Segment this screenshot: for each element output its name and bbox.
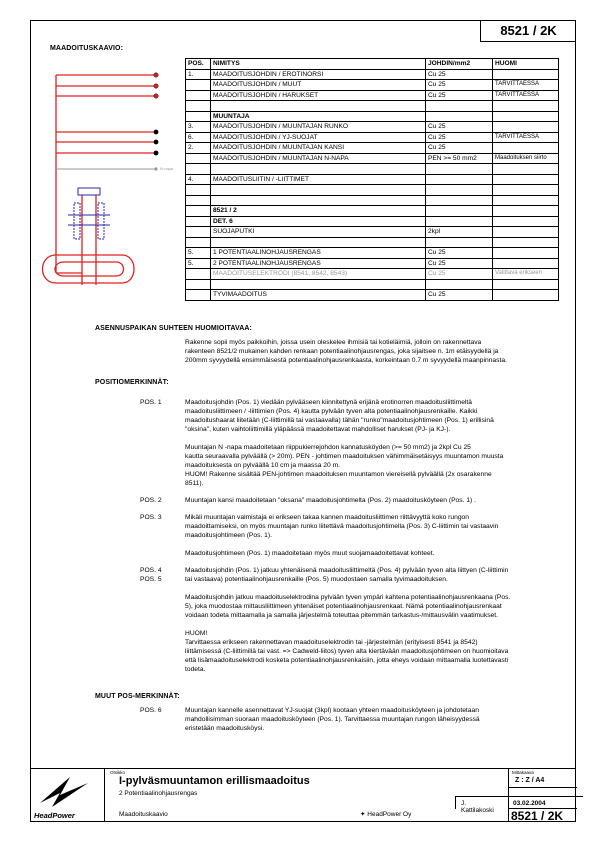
text-line: voidaan todeta mittaamalla ja samalla järjestelmä toteuttaa pitemmän tarkastus-/mittausvälin vaatimukset. (185, 612, 498, 619)
table-cell-name: 2 POTENTIAALINOHJAUSRENGAS (211, 258, 426, 269)
text-line: Rakenne sopii myös paikkoihin, joissa usein oleskelee ihmisiä tai kotieläimiä, jolloin on rakennettava (185, 339, 482, 346)
text-line: rakenteen 8521/2 mukainen kahden renkaan potentiaalinohjausrengas, joka sijaitsee n. 1m etäisyydellä ja (185, 348, 499, 355)
position-block (140, 496, 570, 505)
text-line: että lisämaadoituselektrodi kosketa potentiaalinohjausrenkaisiin, jotta eheys voidaan mittaamalla luotettavasti (185, 657, 509, 664)
table-cell-pos (186, 90, 211, 101)
table-row (186, 258, 559, 269)
drawing-subtitle: 2 Potentiaalinohjausrengas (119, 790, 198, 797)
table-cell-note: TARVITTAESSA (493, 80, 559, 91)
table-row (186, 153, 559, 164)
table-cell-name: MAADOITUSJOHDIN / EROTINORSI (211, 69, 426, 80)
scale-label: Mittakaava (512, 770, 534, 775)
table-cell-wire (426, 206, 493, 217)
table-cell-pos: 5. (186, 248, 211, 259)
table-cell-note: Maadoituksen siirto (493, 153, 559, 164)
installation-text (185, 338, 570, 365)
text-line: maadoitusjohtimeen (Pos. 1). (185, 532, 272, 539)
table-cell-pos: 4. (186, 174, 211, 185)
col-pos: POS. (186, 59, 211, 70)
position-label: POS. 5 (140, 576, 162, 583)
table-cell-name (211, 195, 426, 206)
document-number-bottom: 8521 / 2K (511, 809, 564, 823)
title-cell (105, 769, 494, 822)
table-cell-pos (186, 153, 211, 164)
position-label: POS. 3 (140, 514, 162, 521)
section-heading-other: MUUT POS-MERKINNÄT: (95, 693, 180, 700)
position-block (140, 706, 570, 733)
table-cell-pos (186, 80, 211, 91)
text-line: Muuntajan N -napa maadoitetaan riippukierrejohdon kannatusköyden (>= 50 mm2) ja 2kpl Cu 25 (185, 444, 471, 451)
table-row (186, 143, 559, 154)
table-cell-name (211, 101, 426, 112)
table-cell-pos (186, 279, 211, 290)
table-cell-pos (186, 164, 211, 175)
table-cell-name: MAADOITUSJOHDIN / MUUNTAJAN RUNKO (211, 122, 426, 133)
table-cell-name: DET. 6 (211, 216, 426, 227)
table-cell-wire (426, 195, 493, 206)
drawing-title: I-pylväsmuuntamon erillismaadoitus (119, 775, 310, 787)
table-row (186, 90, 559, 101)
text-line: Maadoitusjohdin jatkuu maadoituselektrodina pylvään tyven ympäri kahtena potentiaalinohjausrenkaana (Pos. (185, 594, 511, 601)
table-cell-name (211, 185, 426, 196)
table-cell-pos (186, 237, 211, 248)
table-cell-note: Valittava erikseen (493, 269, 559, 280)
table-row (186, 174, 559, 185)
table-cell-wire: Cu 25 (426, 69, 493, 80)
table-cell-note (493, 248, 559, 259)
table-cell-wire: Cu 25 (426, 269, 493, 280)
table-cell-pos (186, 269, 211, 280)
table-cell-note (493, 111, 559, 122)
text-line (185, 434, 570, 443)
table-row (186, 227, 559, 238)
text-line: eristetään maadoitusköysi. (185, 725, 265, 732)
table-cell-pos (186, 206, 211, 217)
table-cell-name: MAADOITUSJOHDIN / HARUKSET (211, 90, 426, 101)
table-cell-note (493, 174, 559, 185)
table-cell-note: TARVITTAESSA (493, 132, 559, 143)
connector-pos4 (78, 188, 100, 195)
table-cell-name: MAADOITUSELEKTRODI (8541, 8542, 8543) (211, 269, 426, 280)
position-label: POS. 2 (140, 497, 162, 504)
text-line: Maadoitusjohtimeen (Pos. 1) maadoitetaan myös muut suojamaadoitettavat kohteet. (185, 550, 435, 557)
table-cell-wire: Cu 25 (426, 258, 493, 269)
table-cell-wire: Cu 25 (426, 290, 493, 301)
table-cell-note (493, 227, 559, 238)
table-cell-name (211, 279, 426, 290)
text-line: maadoitusliittimeen / -liittimien (Pos. 4) kautta pylvään tyven alta potentiaalinohjausrenkaille. Kaikki (185, 408, 478, 415)
text-line: Maadoitusjohdin (Pos. 1) jatkuu yhtenäisenä maadoitusliittimeltä (Pos. 4) pylvään tyven alta liittyen (C-liittimin (185, 567, 509, 574)
table-cell-wire (426, 279, 493, 290)
text-line: Maadoitusjohdin (Pos. 1) viedään pylvääseen kiinnitettynä erijänä erotinorren maadoitusliittimeltä (185, 399, 472, 406)
table-cell-name: 1 POTENTIAALINOHJAUSRENGAS (211, 248, 426, 259)
text-line (185, 584, 570, 593)
document-number-top: 8521 / 2K (480, 20, 576, 42)
table-cell-note (493, 101, 559, 112)
table-cell-wire: Cu 25 (426, 90, 493, 101)
headpower-logo (30, 769, 105, 813)
scale-cell (508, 769, 576, 822)
company-name: ✦ HeadPower Oy (360, 811, 412, 818)
table-cell-name: TYVIMAADOITUS (211, 290, 426, 301)
text-line: maadoittamiseksi, on myös muuntajan runko liitettävä maadoitusjohtimella (Pos. 3) C-liittimin tai vastaavin (185, 523, 499, 530)
table-cell-wire (426, 101, 493, 112)
table-cell-name: MAADOITUSJOHDIN / MUUNTAJAN N-NAPA (211, 153, 426, 164)
table-cell-pos: 6. (186, 132, 211, 143)
protective-pipe-right (98, 203, 104, 239)
text-line: HUOM! (185, 630, 208, 637)
table-cell-wire (426, 185, 493, 196)
diagram-heading: MAADOITUSKAAVIO: (50, 45, 124, 52)
table-row (186, 122, 559, 133)
text-line: 5), joka muodostaa mittausliittimeen yhtenäiset potentiaalinohjausrenkaat. Nämä potentiaalinohjausrenkaat (185, 603, 502, 610)
col-wire: JOHDIN/mm2 (426, 59, 493, 70)
table-cell-note (493, 122, 559, 133)
text-line (185, 540, 570, 549)
positions-text (140, 398, 570, 682)
table-cell-wire: Cu 25 (426, 143, 493, 154)
potential-ring-2 (55, 262, 124, 276)
table-cell-pos (186, 227, 211, 238)
text-line: HUOM! Rakenne sisältää PEN-johtimen maadoituksen muuntamon viereisellä pylväällä (2x osarakenne (185, 471, 492, 478)
table-cell-note (493, 258, 559, 269)
text-line: maadoituksesta on pylväällä 10 cm ja maassa 20 m. (185, 462, 341, 469)
designer-name: J. Kattilakoski (461, 800, 494, 814)
position-table (185, 58, 559, 301)
text-line: liittämisessä (C-liittimillä tai vast. => Cadweld-liitos) tyven alta kiertävään maadoitusjohtimeen on huomioitava (185, 648, 509, 655)
table-cell-pos: 2. (186, 143, 211, 154)
table-cell-wire: Cu 25 (426, 248, 493, 259)
logo-text: HeadPower (34, 811, 75, 820)
table-cell-name (211, 237, 426, 248)
table-cell-wire (426, 164, 493, 175)
table-cell-wire (426, 111, 493, 122)
table-cell-name: MAADOITUSJOHDIN / MUUT (211, 80, 426, 91)
grounding-diagram (38, 55, 186, 295)
table-cell-pos: 1. (186, 69, 211, 80)
text-line: kautta seuraavalla pylväällä (> 20m). PEN - johtimen maadoituksen vähimmäisetäisyys muuntamon muusta (185, 453, 504, 460)
text-line: 200mm syvyydellä ensimmäisestä potentiaalinohjausrenkaasta, korkeintaan 0.7 m syvyydellä maanpinnasta. (185, 357, 507, 364)
table-row (186, 279, 559, 290)
text-line: maadoitushaarat liitetään (C-liittimillä tai vastaavalla) tähän "runko"maadoitusjohtimeen (Pos. 1) erillisinä (185, 417, 494, 424)
text-line: mahdollisimman suoraan maadoitusköyteen (Pos. 1). Tarvittaessa muuntajan rungon läheisyydessä (185, 716, 480, 723)
table-cell-pos (186, 185, 211, 196)
position-block (140, 513, 570, 558)
table-cell-name: 8521 / 2 (211, 206, 426, 217)
text-line: Mikäli muuntajan valmistaja ei erikseen takaa kannen maadoitusliittimen riittävyyttä koko rungon (185, 514, 469, 521)
text-line (185, 620, 570, 629)
position-label: POS. 4 (140, 567, 162, 574)
scale-value: Z : Z / A4 (515, 777, 545, 784)
table-row (186, 290, 559, 301)
table-cell-name: MAADOITUSLIITIN / -LIITTIMET (211, 174, 426, 185)
sheet-name: Maadoituskaavio (119, 811, 168, 818)
table-cell-note (493, 237, 559, 248)
text-line: "oksina", kuten vaihtoliittimillä yläpäässä maadoitettavat mahdolliset harukset (PJ- ja KJ-). (185, 426, 451, 433)
table-cell-pos (186, 111, 211, 122)
table-row (186, 80, 559, 91)
table-cell-note (493, 216, 559, 227)
table-row (186, 269, 559, 280)
table-cell-note (493, 279, 559, 290)
table-cell-name: MAADOITUSJOHDIN / MUUNTAJAN KANSI (211, 143, 426, 154)
table-row (186, 185, 559, 196)
table-row (186, 111, 559, 122)
table-cell-name: SUOJAPUTKI (211, 227, 426, 238)
table-row (186, 248, 559, 259)
section-heading-installation: ASENNUSPAIKAN SUHTEEN HUOMIOITAVAA: (95, 325, 252, 332)
other-positions-text (140, 706, 570, 733)
table-cell-note (493, 143, 559, 154)
table-cell-wire (426, 174, 493, 185)
text-line: 8511). (185, 480, 204, 487)
text-line: Muuntajan kansi maadoitetaan "oksana" maadoitusjohtimelta (Pos. 2) maadoitusköyteen (Pos. 1) . (185, 497, 476, 504)
table-cell-note (493, 290, 559, 301)
section-heading-positions: POSITIOMERKINNÄT: (95, 379, 169, 386)
table-cell-wire: PEN >= 50 mm2 (426, 153, 493, 164)
table-cell-pos (186, 101, 211, 112)
n-napa-label: N-napa (160, 166, 174, 171)
table-cell-wire: 2kpl (426, 227, 493, 238)
table-row (186, 101, 559, 112)
table-cell-wire: Cu 25 (426, 122, 493, 133)
logo-cell (30, 769, 105, 822)
table-cell-wire: Cu 25 (426, 80, 493, 91)
table-cell-note (493, 195, 559, 206)
text-line: tai vastaava) potentiaalinohjausrenkaille (Pos. 5) muodostaen samalla tyvimaadoituksen. (185, 576, 448, 583)
table-cell-pos: 5. (186, 258, 211, 269)
table-cell-note (493, 69, 559, 80)
col-name: NIMITYS (211, 59, 426, 70)
table-cell-name: MUUNTAJA (211, 111, 426, 122)
table-cell-wire (426, 237, 493, 248)
table-row (186, 237, 559, 248)
title-block (30, 768, 576, 822)
table-cell-pos: 3. (186, 122, 211, 133)
table-cell-note (493, 185, 559, 196)
table-row (186, 195, 559, 206)
title-small-label: Otsikko (110, 770, 126, 775)
table-cell-name: MAADOITUSJOHDIN / YJ-SUOJAT (211, 132, 426, 143)
table-cell-name (211, 164, 426, 175)
text-line: Tarvittaessa erikseen rakennettavan maadoituselektrodin tai -järjestelmän (erityisesti 8541 ja 8542) (185, 639, 478, 646)
table-row (186, 206, 559, 217)
table-row (186, 69, 559, 80)
table-cell-wire: Cu 25 (426, 132, 493, 143)
position-block (140, 398, 570, 488)
text-line: Muuntajan kannelle asennettavat YJ-suojat (3kpl) kootaan yhteen maadoitusköyteen ja johdotetaan (185, 707, 479, 714)
table-row (186, 216, 559, 227)
table-cell-note (493, 206, 559, 217)
table-row (186, 132, 559, 143)
position-label: POS. 6 (140, 707, 162, 714)
text-line: todeta. (185, 666, 206, 673)
table-cell-note (493, 164, 559, 175)
protective-pipe-left (74, 203, 80, 239)
table-cell-pos (186, 216, 211, 227)
table-row (186, 164, 559, 175)
table-cell-wire (426, 216, 493, 227)
table-cell-pos (186, 195, 211, 206)
position-block (140, 566, 570, 674)
table-cell-note: TARVITTAESSA (493, 90, 559, 101)
table-cell-pos (186, 290, 211, 301)
drawing-date: 03.02.2004 (513, 800, 546, 807)
col-note: HUOMI (493, 59, 559, 70)
position-label: POS. 1 (140, 399, 162, 406)
